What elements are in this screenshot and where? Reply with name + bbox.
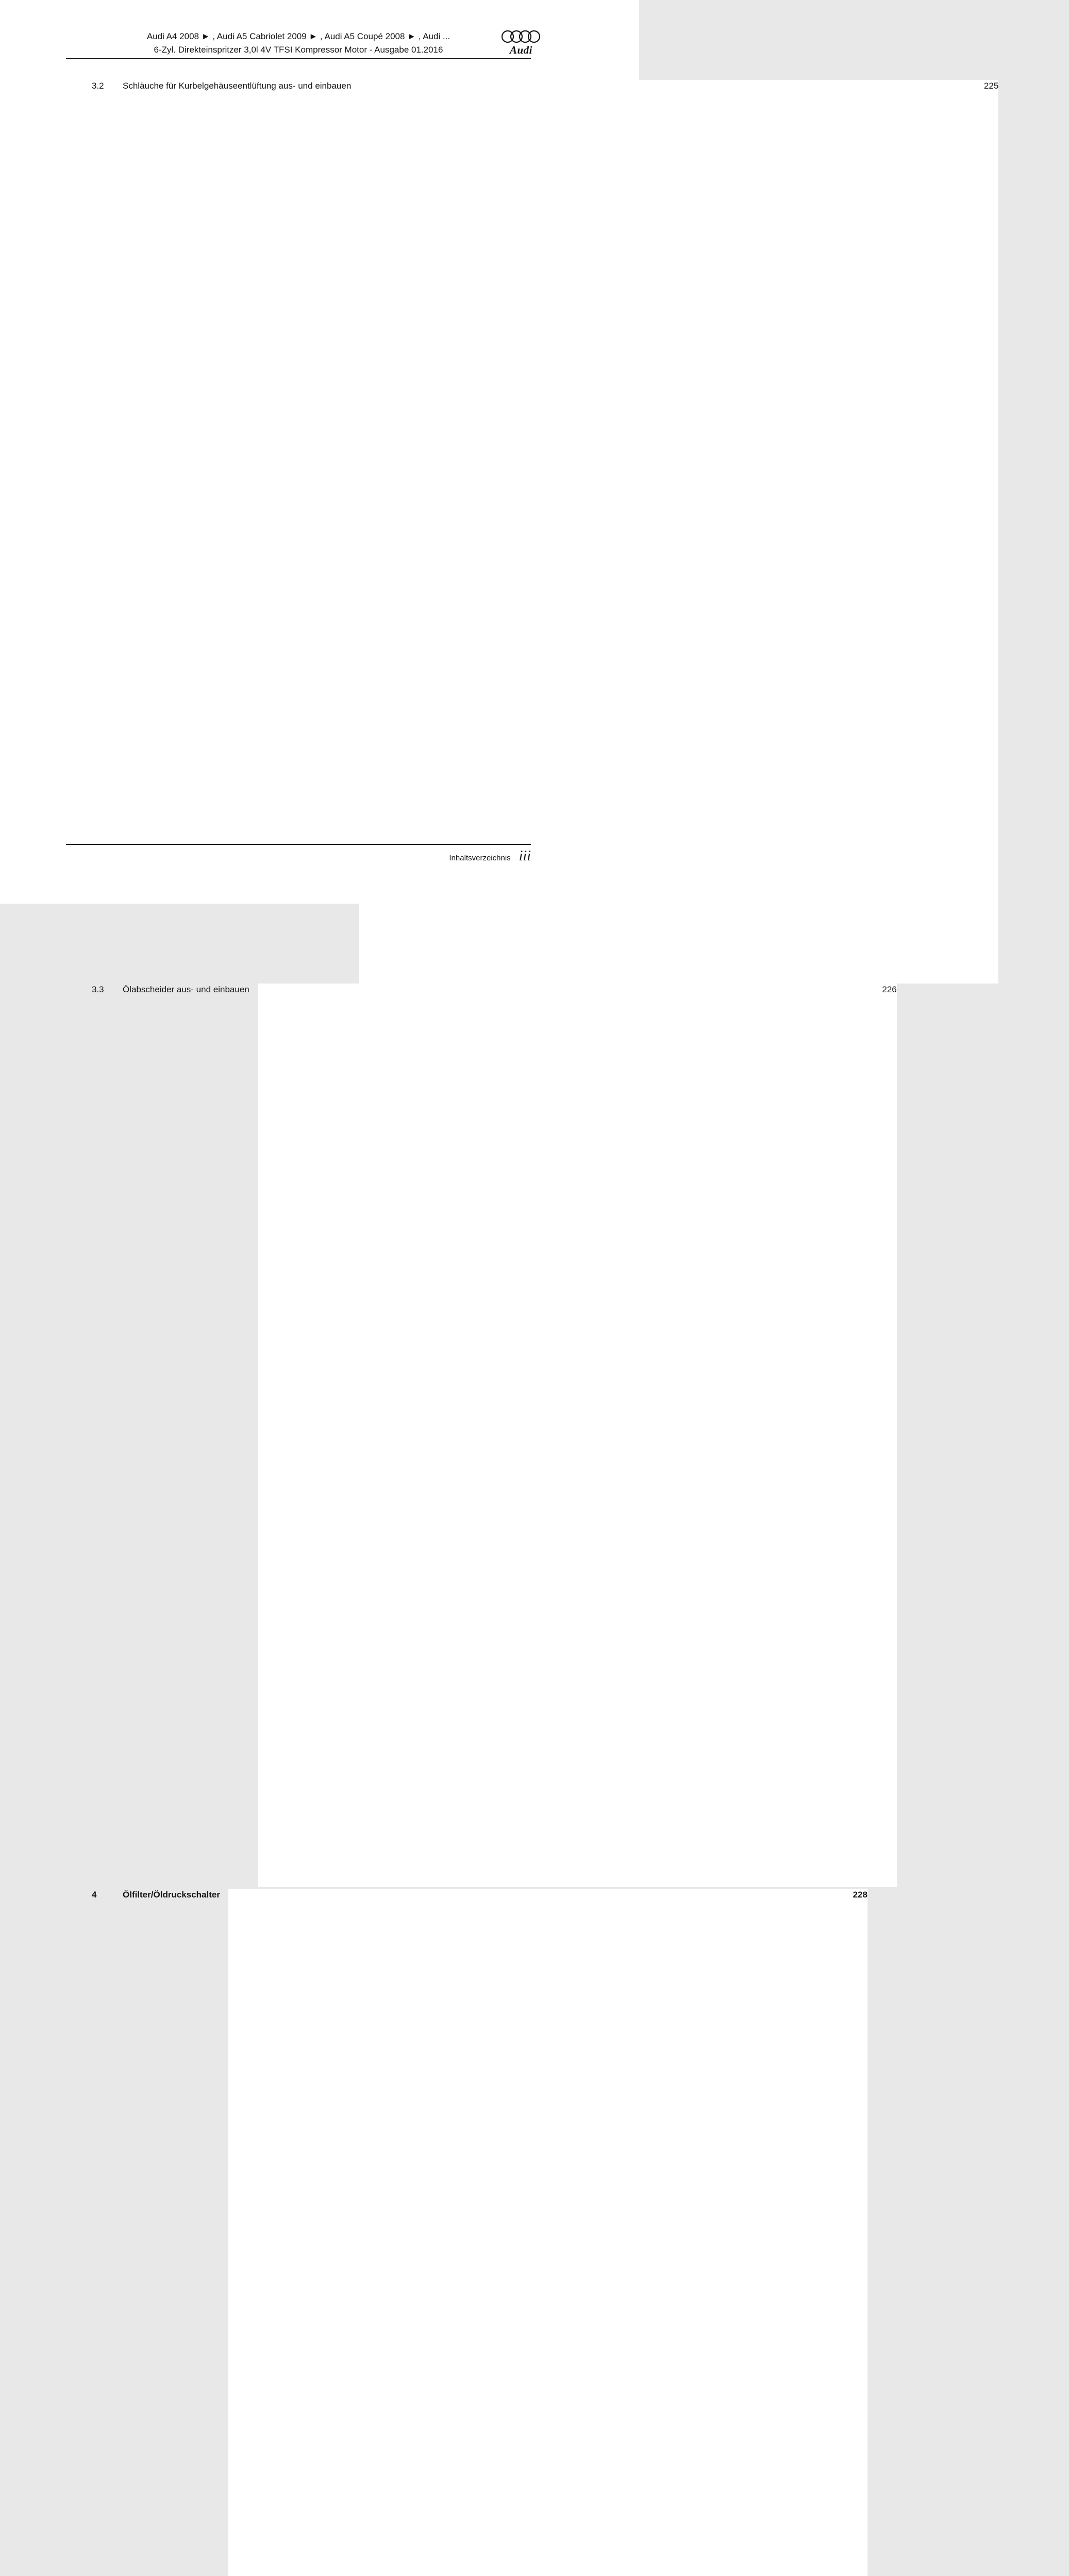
toc-entry-page: 226	[258, 984, 897, 1887]
header-engine-line: 6-Zyl. Direkteinspritzer 3,0l 4V TFSI Kompressor Motor - Ausgabe 01.2016	[154, 45, 443, 55]
toc-entry-title: Schläuche für Kurbelgehäuseentlüftung aus- und einbauen	[123, 81, 352, 91]
toc-row	[66, 984, 897, 1887]
toc-entry-number: 4	[92, 1890, 97, 1900]
toc-entry-page: 228	[228, 1889, 867, 2576]
toc-entry-number: 3.2	[92, 81, 104, 91]
header-vehicle-line: Audi A4 2008 ► , Audi A5 Cabriolet 2009 ► , Audi A5 Coupé 2008 ► , Audi ...	[146, 31, 450, 41]
page-footer	[66, 848, 531, 865]
audi-logo	[501, 30, 541, 56]
footer-page-number: iii	[519, 848, 531, 864]
audi-rings-icon	[501, 30, 541, 43]
table-of-contents	[66, 80, 999, 2576]
toc-row	[66, 1889, 867, 2576]
toc-entry-page: 225	[359, 80, 998, 984]
toc-entry-title: Ölfilter/Öldruckschalter	[123, 1890, 220, 1900]
page-header	[66, 30, 531, 57]
footer-divider	[66, 844, 531, 845]
toc-entry-number: 3.3	[92, 985, 104, 994]
toc-entry-title: Ölabscheider aus- und einbauen	[123, 985, 249, 994]
audi-wordmark: Audi	[509, 44, 533, 56]
footer-section-label: Inhaltsverzeichnis	[449, 854, 511, 862]
header-divider	[66, 58, 531, 59]
